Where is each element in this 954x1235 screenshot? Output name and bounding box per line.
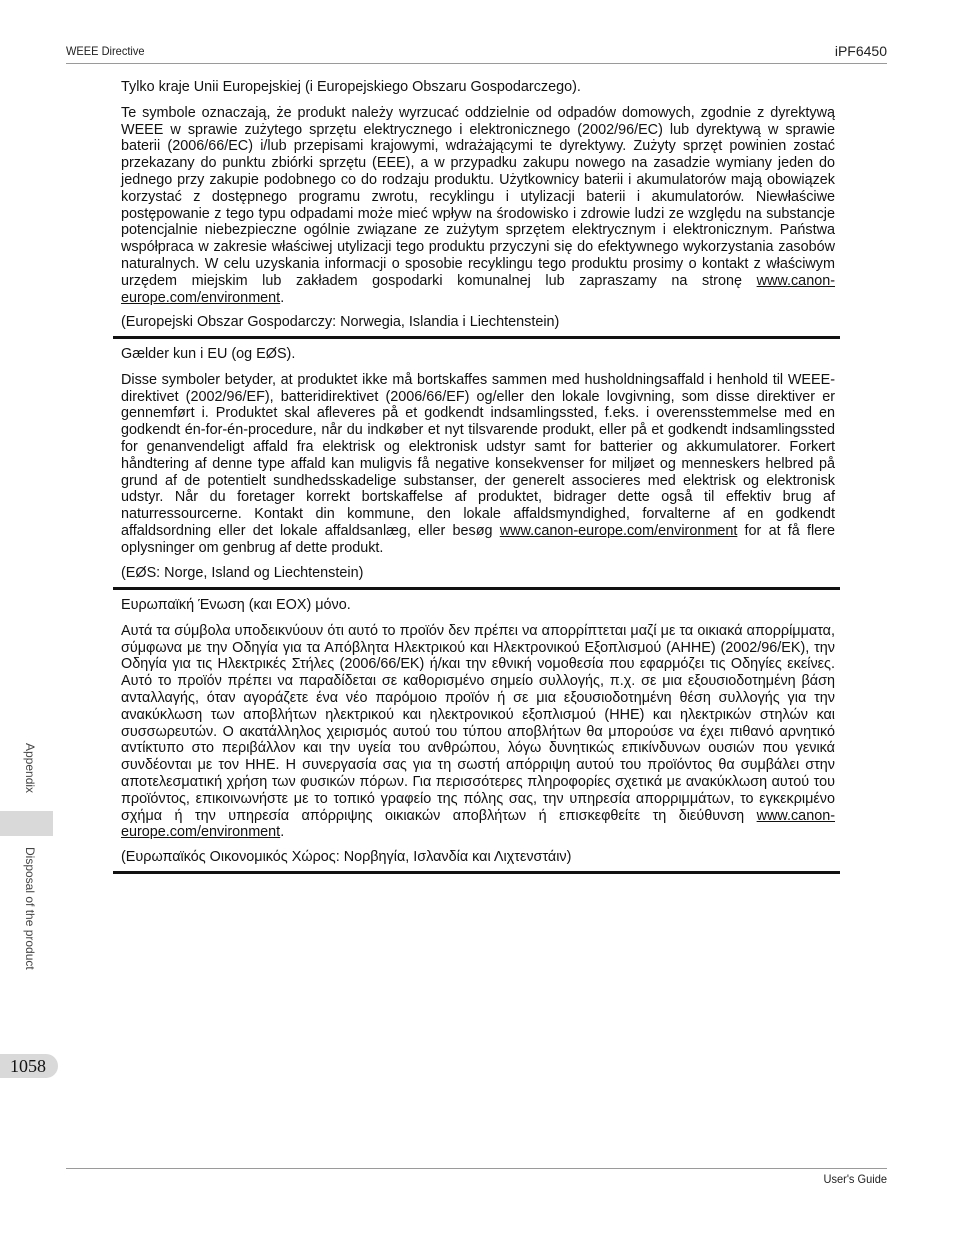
footer-divider xyxy=(66,1168,887,1169)
header-model-name: iPF6450 xyxy=(834,43,887,59)
section-body xyxy=(121,623,835,841)
body-text: Disse symboler betyder, at produktet ikke må bortskaffes sammen med husholdningsaffald i henhold til WEEE-direktivet (2002/96/EF), batteridirektivet (2006/66/EF) og/eller den lokale lovgivning, som disse direktiver er gennemført i. Produktet skal afleveres på et godkendt indsamlingssted, f.eks. i overensstemmelse med en godkendt én-for-én-procedure, når du indkøber et nyt tilsvarende produkt, eller på et godkendt indsamlingssted for genanvendeligt affald fra elektrisk og elektronisk udstyr samt for batterier og akkumulatorer. Forkert håndtering af denne type affald kan muligvis få negative konsekvenser for miljøet og menneskers helbred på grund af de potentielt sundhedsskadelige substanser, der generelt associeres med elektrisk og elektronisk udstyr. Når du foretager korrekt bortskaffelse af produktet, bidrager dette også til effektiv brug af naturressourcerne. Kontakt din kommune, den lokale affaldsmyndighed, forvalterne af en godkendt affaldsordning eller det lokale affaldsanlæg, eller besøg xyxy=(121,371,835,539)
section-note: (Ευρωπαϊκός Οικονομικός Χώρος: Νορβηγία, Ισλανδία και Λιχτενστάιν) xyxy=(121,849,572,866)
environment-link[interactable]: www.canon-europe.com/environment xyxy=(499,522,738,539)
section-body xyxy=(121,372,835,557)
section-note: (EØS: Norge, Island og Liechtenstein) xyxy=(121,564,364,581)
section-body xyxy=(121,105,835,307)
section-intro: Tylko kraje Unii Europejskiej (i Europejskiego Obszaru Gospodarczego). xyxy=(121,79,581,95)
body-text: Αυτά τα σύμβολα υποδεικνύουν ότι αυτό το προϊόν δεν πρέπει να απορρίπτεται μαζί με τα οικιακά απορρίμματα, σύμφωνα με την Οδηγία για τα Απόβλητα Ηλεκτρικού και Ηλεκτρονικού Εξοπλισμού (ΑΗΗΕ) (2002/96/ΕΚ), την Οδηγία για τις Ηλεκτρικές Στήλες (2006/66/ΕΚ) ή/και την εθνική νομοθεσία που εφαρμόζει τις Οδηγίες εκείνες. Αυτό το προϊόν πρέπει να παραδίδεται σε καθορισμένο σημείο συλλογής, π.χ. σε μια εξουσιοδοτημένη βάση ανταλλαγής, όταν αγοράζετε ένα νέο παρόμοιο προϊόν ή σε μια εξουσιοδοτημένη θέση συλλογής για την ανακύκλωση των αποβλήτων ηλεκτρικού και ηλεκτρονικού εξοπλισμού (ΗΗΕ) και ηλεκτρικών στηλών και συσσωρευτών. Ο ακατάλληλος χειρισμός αυτού του τύπου αποβλήτων θα μπορούσε να έχει πιθανό αρνητικό αντίκτυπο στο περιβάλλον και την υγεία του ανθρώπου, λόγω δυνητικώς επικίνδυνων ουσιών που γενικά συνδέονται με τον ΗΗΕ. Η συνεργασία σας για τη σωστή απόρριψη αυτού του προϊόντος θα συμβάλει στην αποτελεσματική χρήση των φυσικών πόρων. Για περισσότερες πληροφορίες σχετικά με ανακύκλωση αυτού του προϊόντος, επικοινωνήστε με το τοπικό γραφείο της πόλης σας, την υπηρεσία απορριμμάτων, το εγκεκριμένο σχήμα ή την υπηρεσία απόρριψης οικιακών αποβλήτων ή επισκεφθείτε τη διεύθυνση xyxy=(121,622,835,824)
sidebar-marker xyxy=(0,811,53,836)
page-number: 1058 xyxy=(0,1054,58,1078)
header-divider xyxy=(66,63,887,64)
body-trailing-text: . xyxy=(280,824,285,841)
section-note: (Europejski Obszar Gospodarczy: Norwegia, Islandia i Liechtenstein) xyxy=(121,314,560,331)
environment-link[interactable]: www.canon-europe.com/environment xyxy=(121,272,835,306)
section-divider xyxy=(113,336,840,339)
section-greek xyxy=(121,597,835,866)
footer-guide-title: User's Guide xyxy=(823,1172,887,1186)
section-intro: Gælder kun i EU (og EØS). xyxy=(121,346,296,362)
sidebar-disposal-label[interactable]: Disposal of the product xyxy=(23,847,37,970)
body-trailing-text: for at få flere oplysninger om genbrug af dette produkt. xyxy=(121,522,835,556)
section-danish xyxy=(121,346,835,581)
body-trailing-text: . xyxy=(280,289,285,306)
section-divider xyxy=(113,871,840,874)
environment-link[interactable]: www.canon-europe.com/environment xyxy=(121,807,835,841)
body-text: Te symbole oznaczają, że produkt należy wyrzucać oddzielnie od odpadów domowych, zgodnie z dyrektywą WEEE w sprawie zużytego sprzętu elektrycznego i elektronicznego (2002/96/EC) lub dyrektywą w sprawie baterii (2006/66/EC) i/lub przepisami krajowymi, wdrażającymi te dyrektywy. Zużyty sprzęt powinien zostać przekazany do punktu zbiórki sprzętu (EEE), a w przypadku zakupu nowego na zasadzie wymiany jeden do jednego przy zakupie podobnego co do rodzaju produktu. Użytkownicy baterii i akumulatorów mają obowiązek korzystać z dostępnego programu zwrotu, recyklingu i utylizacji baterii i akumulatorów. Niewłaściwe postępowanie z tego typu odpadami może mieć wpływ na środowisko i zdrowie ludzi ze względu na substancje potencjalnie niebezpieczne ogólnie związane ze zużytym sprzętem elektrycznym i elektronicznym. Państwa współpraca w zakresie właściwej utylizacji tego produktu przyczyni się do efektywnego wykorzystania zasobów naturalnych. W celu uzyskania informacji o sposobie recyklingu tego produktu prosimy o kontakt z właściwym urzędem miejskim lub zakładem gospodarki komunalnej lub zapraszamy na stronę xyxy=(121,104,835,289)
section-polish xyxy=(121,79,835,331)
header-section-title: WEEE Directive xyxy=(66,44,145,58)
section-intro: Ευρωπαϊκή Ένωση (και ΕΟΧ) μόνο. xyxy=(121,597,351,613)
section-divider xyxy=(113,587,840,590)
sidebar-appendix-label[interactable]: Appendix xyxy=(23,743,37,794)
